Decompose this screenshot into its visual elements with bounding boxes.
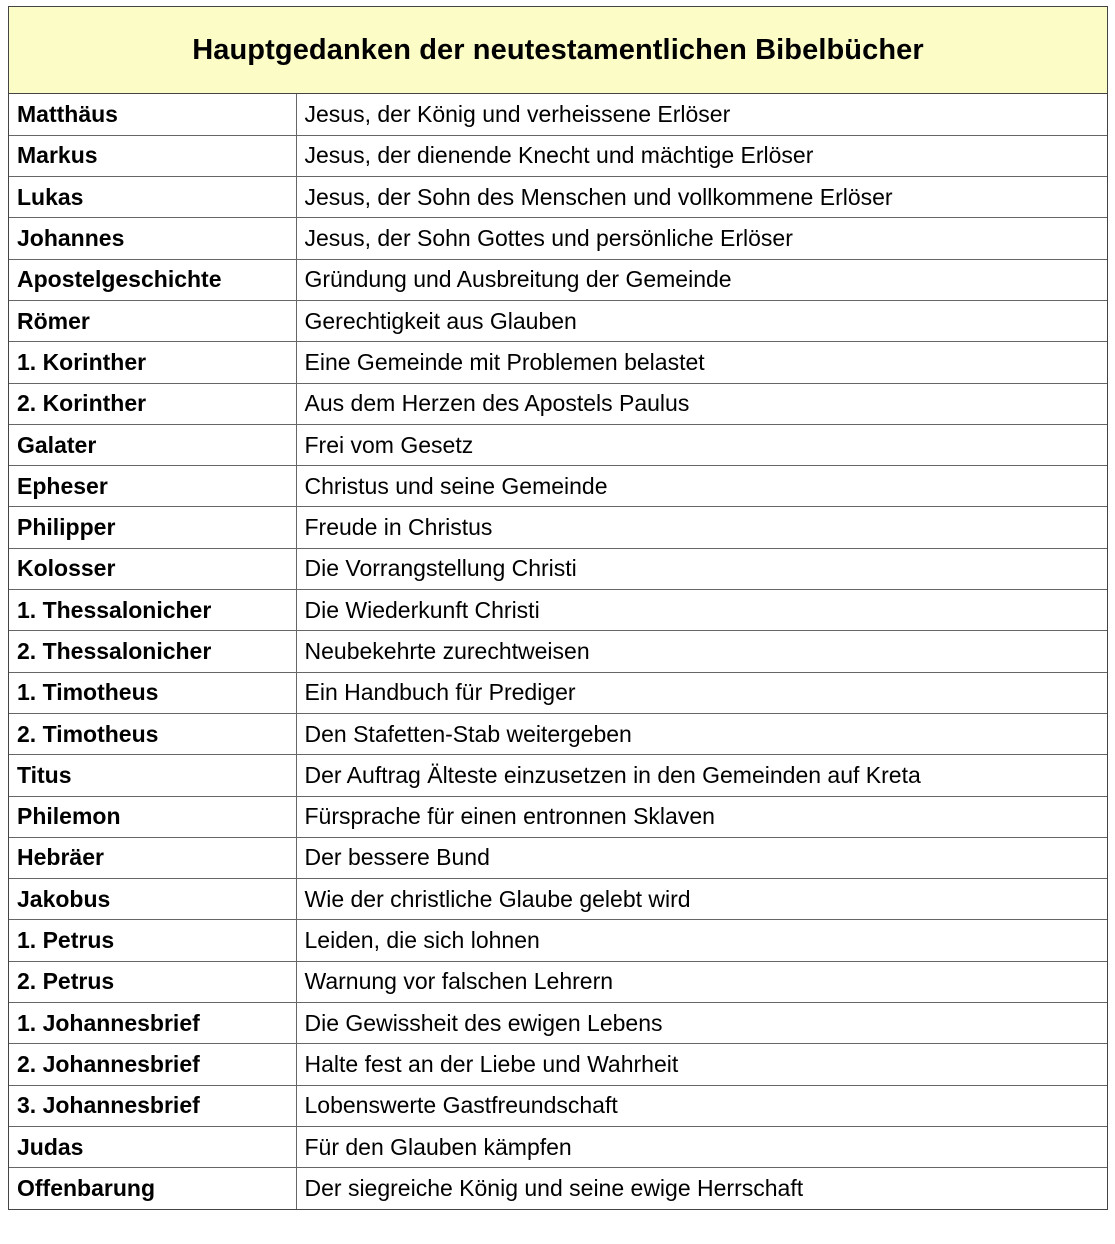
table-row <box>9 424 1107 465</box>
book-name-cell: Matthäus <box>9 94 296 135</box>
main-theme-cell: Ein Handbuch für Prediger <box>296 672 1107 713</box>
books-table <box>9 94 1107 1209</box>
main-theme-cell: Gründung und Ausbreitung der Gemeinde <box>296 259 1107 300</box>
table-row <box>9 961 1107 1002</box>
table-row <box>9 259 1107 300</box>
main-theme-cell: Die Gewissheit des ewigen Lebens <box>296 1003 1107 1044</box>
main-theme-cell: Freude in Christus <box>296 507 1107 548</box>
main-theme-cell: Die Vorrangstellung Christi <box>296 548 1107 589</box>
book-name-cell: Johannes <box>9 218 296 259</box>
book-name-cell: Galater <box>9 424 296 465</box>
table-row <box>9 879 1107 920</box>
books-table-body <box>9 94 1107 1209</box>
table-title: Hauptgedanken der neutestamentlichen Bibelbücher <box>192 33 924 66</box>
book-name-cell: Jakobus <box>9 879 296 920</box>
book-name-cell: 2. Timotheus <box>9 713 296 754</box>
main-theme-cell: Warnung vor falschen Lehrern <box>296 961 1107 1002</box>
table-row <box>9 713 1107 754</box>
book-name-cell: 1. Petrus <box>9 920 296 961</box>
main-theme-cell: Leiden, die sich lohnen <box>296 920 1107 961</box>
main-theme-cell: Der siegreiche König und seine ewige Herrschaft <box>304 1175 804 1202</box>
main-theme-cell: Den Stafetten-Stab weitergeben <box>296 713 1107 754</box>
table-row <box>9 507 1107 548</box>
table-row <box>9 1003 1107 1044</box>
main-theme-cell: Der bessere Bund <box>296 837 1107 878</box>
book-name-cell: 1. Korinther <box>9 342 296 383</box>
main-theme-cell: Jesus, der Sohn Gottes und persönliche Erlöser <box>296 218 1107 259</box>
book-name-cell: 2. Petrus <box>9 961 296 1002</box>
table-row <box>9 631 1107 672</box>
table-row <box>9 177 1107 218</box>
main-theme-cell: Für den Glauben kämpfen <box>296 1126 1107 1167</box>
book-name-cell: Philipper <box>9 507 296 548</box>
table-row <box>9 94 1107 135</box>
main-theme-cell: Frei vom Gesetz <box>296 424 1107 465</box>
table-row <box>9 342 1107 383</box>
table-row <box>9 1044 1107 1085</box>
main-theme-cell: Wie der christliche Glaube gelebt wird <box>296 879 1107 920</box>
book-name-cell: Titus <box>9 755 296 796</box>
table-row <box>9 300 1107 341</box>
main-theme-cell: Eine Gemeinde mit Problemen belastet <box>296 342 1107 383</box>
book-name-cell: Philemon <box>9 796 296 837</box>
book-name-cell: 2. Thessalonicher <box>9 631 296 672</box>
table-row <box>9 135 1107 176</box>
table-row <box>9 383 1107 424</box>
main-theme-cell: Neubekehrte zurechtweisen <box>296 631 1107 672</box>
book-name-cell: 2. Korinther <box>9 383 296 424</box>
main-theme-cell: Jesus, der dienende Knecht und mächtige Erlöser <box>296 135 1107 176</box>
bible-books-table-sheet <box>8 6 1108 1210</box>
book-name-cell: Lukas <box>9 177 296 218</box>
main-theme-cell: Jesus, der König und verheissene Erlöser <box>296 94 1107 135</box>
book-name-cell: Judas <box>9 1126 296 1167</box>
table-row <box>9 1085 1107 1126</box>
book-name-cell: Epheser <box>9 466 296 507</box>
table-row <box>9 548 1107 589</box>
table-row <box>9 796 1107 837</box>
main-theme-cell: Aus dem Herzen des Apostels Paulus <box>296 383 1107 424</box>
table-row <box>9 755 1107 796</box>
main-theme-cell: Jesus, der Sohn des Menschen und vollkommene Erlöser <box>296 177 1107 218</box>
main-theme-cell: Christus und seine Gemeinde <box>296 466 1107 507</box>
book-name-cell: Hebräer <box>9 837 296 878</box>
table-row <box>9 837 1107 878</box>
book-name-cell: Markus <box>9 135 296 176</box>
book-name-cell: 1. Timotheus <box>9 672 296 713</box>
table-title-bar <box>9 7 1107 94</box>
book-name-cell: 1. Johannesbrief <box>9 1003 296 1044</box>
book-name-cell: Kolosser <box>9 548 296 589</box>
main-theme-cell: Halte fest an der Liebe und Wahrheit <box>296 1044 1107 1085</box>
book-name-cell: Offenbarung <box>9 1168 296 1209</box>
main-theme-cell: Der Auftrag Älteste einzusetzen in den Gemeinden auf Kreta <box>296 755 1107 796</box>
table-row <box>9 590 1107 631</box>
main-theme-cell: Fürsprache für einen entronnen Sklaven <box>296 796 1107 837</box>
book-name-cell: Römer <box>9 300 296 341</box>
book-name-cell: 3. Johannesbrief <box>9 1085 296 1126</box>
book-name-cell: Apostelgeschichte <box>9 259 296 300</box>
table-row <box>9 920 1107 961</box>
book-name-cell: 2. Johannesbrief <box>9 1044 296 1085</box>
main-theme-cell: Gerechtigkeit aus Glauben <box>296 300 1107 341</box>
table-row <box>9 1126 1107 1167</box>
table-row <box>9 1168 1107 1209</box>
table-row <box>9 218 1107 259</box>
table-row <box>9 466 1107 507</box>
book-name-cell: 1. Thessalonicher <box>9 590 296 631</box>
table-row <box>9 672 1107 713</box>
main-theme-cell: Lobenswerte Gastfreundschaft <box>296 1085 1107 1126</box>
main-theme-cell: Die Wiederkunft Christi <box>296 590 1107 631</box>
